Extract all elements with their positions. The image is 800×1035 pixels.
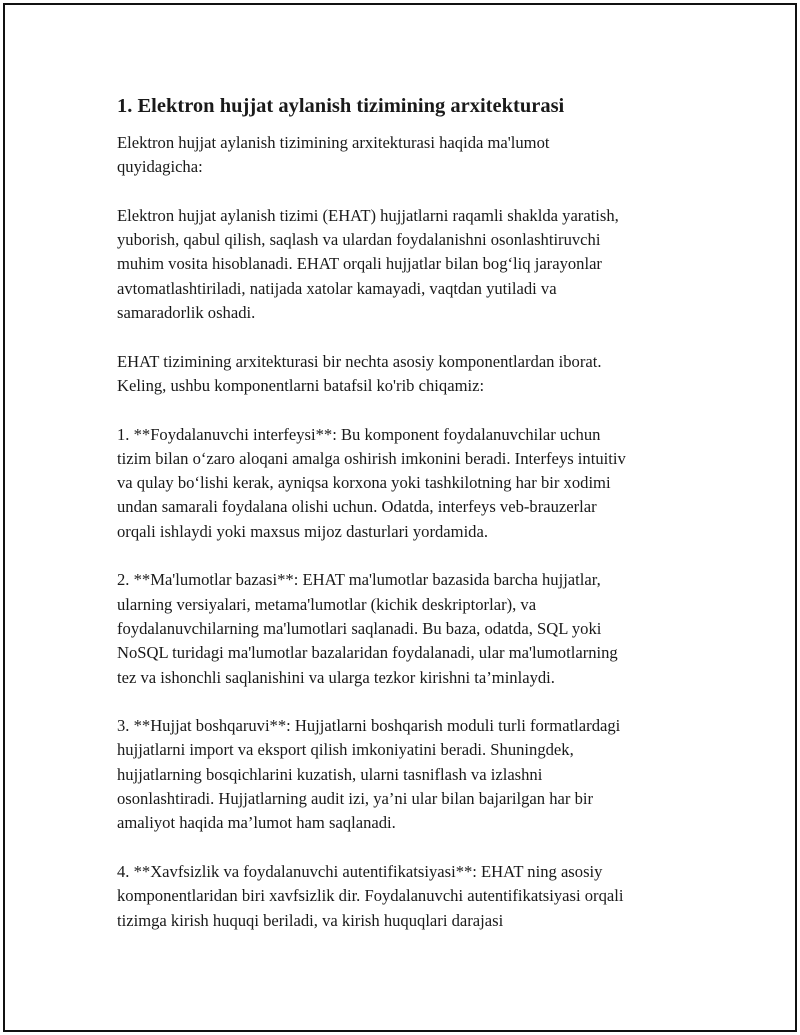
paragraph-database: 2. **Ma'lumotlar bazasi**: EHAT ma'lumotlar bazasida barcha hujjatlar, ularning versiyalari, metama'lumotlar (kichik deskriptorlar), va foydalanuvchilarning ma'lumotlari saqlanadi. Bu baza, odatda, SQL yoki NoSQL turidagi ma'lumotlar bazalaridan foydalanadi, ular ma'lumotlarning tez va ishonchli saqlanishini va ularga tezkor kirishni ta’minlaydi.: [117, 570, 618, 687]
paragraph-ehat-overview: Elektron hujjat aylanish tizimi (EHAT) hujjatlarni raqamli shaklda yaratish, yuborish, qabul qilish, saqlash va ulardan foydalanishni osonlashtiruvchi muhim vosita hisoblanadi. EHAT orqali hujjatlar bilan bog‘liq jarayonlar avtomatlashtiriladi, natijada xatolar kamayadi, vaqtdan yutiladi va samaradorlik oshadi.: [117, 205, 619, 323]
paragraph-security: 4. **Xavfsizlik va foydalanuvchi autentifikatsiyasi**: EHAT ning asosiy komponentlaridan biri xavfsizlik dir. Foydalanuvchi autentifikatsiyasi orqali tizimga kirish huquqi beriladi, va kirish huquqlari darajasi: [117, 861, 624, 930]
paragraph-user-interface: 1. **Foydalanuvchi interfeysi**: Bu komponent foydalanuvchilar uchun tizim bilan o‘zaro aloqani amalga oshirish imkonini beradi. Interfeys intuitiv va qulay bo‘lishi kerak, ayniqsa korxona yoki tashkilotning har bir xodimi undan samarali foydalana olishi uchun. Odatda, interfeys veb-brauzerlar orqali ishlaydi yoki maxsus mijoz dasturlari yordamida.: [117, 424, 626, 541]
document-title: 1. Elektron hujjat aylanish tizimining arxitekturasi: [117, 95, 565, 117]
paragraph-intro: Elektron hujjat aylanish tizimining arxitekturasi haqida ma'lumot quyidagicha:: [117, 133, 550, 177]
paragraph-components-intro: EHAT tizimining arxitekturasi bir nechta asosiy komponentlardan iborat. Keling, ushbu komponentlarni batafsil ko'rib chiqamiz:: [117, 351, 602, 395]
paragraph-document-management: 3. **Hujjat boshqaruvi**: Hujjatlarni boshqarish moduli turli formatlardagi hujjatlarni import va eksport qilish imkoniyatini beradi. Shuningdek, hujjatlarning bosqichlarini kuzatish, ularni tasniflash va izlashni osonlashtiradi. Hujjatlarning audit izi, ya’ni ular bilan bajarilgan har bir amaliyot haqida ma’lumot ham saqlanadi.: [117, 716, 621, 833]
document-body: [117, 92, 692, 957]
